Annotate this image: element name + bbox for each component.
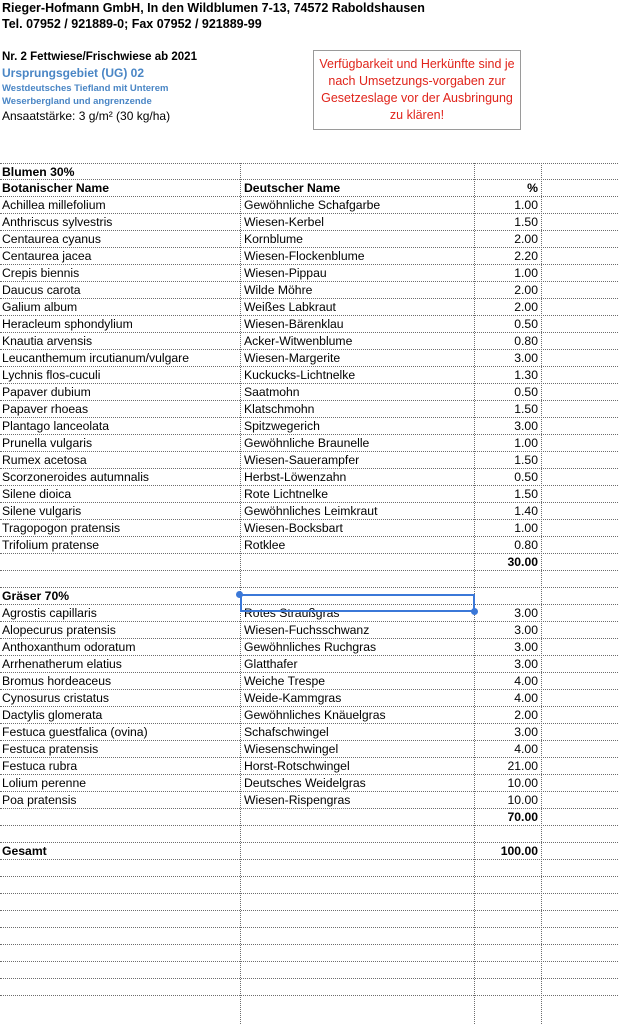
table-row[interactable] [0, 690, 618, 707]
table-row[interactable] [0, 435, 618, 452]
german-name: Rote Lichtnelke [244, 487, 329, 501]
table-row[interactable] [0, 316, 618, 333]
german-name: Gewöhnliche Braunelle [244, 436, 370, 450]
percent-value: 3.00 [514, 606, 538, 620]
german-name: Wiesen-Fuchsschwanz [244, 623, 370, 637]
table-header-row[interactable] [0, 180, 618, 197]
table-row[interactable] [0, 656, 618, 673]
botanical-name: Festuca pratensis [2, 742, 99, 756]
percent-value: 3.00 [514, 657, 538, 671]
percent-value: 3.00 [514, 640, 538, 654]
percent-value: 0.80 [514, 538, 538, 552]
botanical-name: Poa pratensis [2, 793, 77, 807]
percent-value: 0.80 [514, 334, 538, 348]
botanical-name: Plantago lanceolata [2, 419, 110, 433]
table-row[interactable] [0, 248, 618, 265]
percent-value: 10.00 [507, 793, 538, 807]
percent-value: 0.50 [514, 470, 538, 484]
percent-value: 1.50 [514, 487, 538, 501]
table-row[interactable] [0, 486, 618, 503]
botanical-name: Anthoxanthum odoratum [2, 640, 136, 654]
botanical-name: Tragopogon pratensis [2, 521, 121, 535]
percent-value: 4.00 [514, 674, 538, 688]
percent-value: 1.00 [514, 198, 538, 212]
botanical-name: Lolium perenne [2, 776, 87, 790]
empty-row[interactable] [0, 928, 618, 945]
botanical-name: Silene dioica [2, 487, 72, 501]
german-name: Wiesen-Flockenblume [244, 249, 365, 263]
german-name: Kornblume [244, 232, 303, 246]
german-name: Wiesen-Bocksbart [244, 521, 343, 535]
botanical-name: Lychnis flos-cuculi [2, 368, 101, 382]
subtotal-row-grasses[interactable] [0, 809, 618, 826]
botanical-name: Centaurea jacea [2, 249, 92, 263]
table-row[interactable] [0, 384, 618, 401]
botanical-name: Daucus carota [2, 283, 81, 297]
percent-value: 1.50 [514, 453, 538, 467]
table-row[interactable] [0, 673, 618, 690]
header-botanical-name: Botanischer Name [2, 181, 110, 195]
table-row[interactable] [0, 265, 618, 282]
origin-region-line-2: Weserbergland und angrenzende [2, 96, 152, 107]
company-address: Rieger-Hofmann GmbH, In den Wildblumen 7-13, 74572 Raboldshausen [2, 1, 425, 15]
table-row[interactable] [0, 197, 618, 214]
percent-value: 0.50 [514, 317, 538, 331]
section-title-grasses: Gräser 70% [2, 589, 70, 603]
german-name: Herbst-Löwenzahn [244, 470, 347, 484]
botanical-name: Papaver dubium [2, 385, 91, 399]
botanical-name: Crepis biennis [2, 266, 80, 280]
german-name: Weiche Trespe [244, 674, 326, 688]
species-table[interactable] [0, 163, 618, 996]
botanical-name: Arrhenatherum elatius [2, 657, 122, 671]
table-row[interactable] [0, 401, 618, 418]
percent-value: 3.00 [514, 351, 538, 365]
table-row[interactable] [0, 775, 618, 792]
german-name: Rotklee [244, 538, 286, 552]
grand-total-row[interactable] [0, 843, 618, 860]
percent-value: 1.50 [514, 402, 538, 416]
percent-value: 1.50 [514, 215, 538, 229]
table-row[interactable] [0, 350, 618, 367]
table-row[interactable] [0, 758, 618, 775]
botanical-name: Anthriscus sylvestris [2, 215, 113, 229]
percent-value: 10.00 [507, 776, 538, 790]
empty-row[interactable] [0, 945, 618, 962]
section-row-flowers[interactable] [0, 163, 618, 180]
percent-value: 3.00 [514, 725, 538, 739]
percent-value: 2.20 [514, 249, 538, 263]
german-name: Gewöhnliches Leimkraut [244, 504, 378, 518]
botanical-name: Silene vulgaris [2, 504, 82, 518]
botanical-name: Rumex acetosa [2, 453, 87, 467]
botanical-name: Dactylis glomerata [2, 708, 103, 722]
table-row[interactable] [0, 724, 618, 741]
german-name: Rotes Straußgras [244, 606, 340, 620]
empty-row[interactable] [0, 877, 618, 894]
subtotal-grasses: 70.00 [507, 810, 538, 824]
availability-note: Verfügbarkeit und Herkünfte sind je nach Umsetzungs-vorgaben zur Gesetzeslage vor der Ausbringung zu klären! [313, 50, 521, 130]
percent-value: 1.30 [514, 368, 538, 382]
grand-total-label: Gesamt [2, 844, 47, 858]
german-name: Wiesen-Sauerampfer [244, 453, 360, 467]
table-row[interactable] [0, 418, 618, 435]
origin-area: Ursprungsgebiet (UG) 02 [2, 66, 145, 80]
table-row[interactable] [0, 503, 618, 520]
table-row[interactable] [0, 367, 618, 384]
company-header [2, 0, 425, 32]
botanical-name: Achillea millefolium [2, 198, 106, 212]
table-row[interactable] [0, 299, 618, 316]
botanical-name: Festuca guestfalica (ovina) [2, 725, 148, 739]
german-name: Kuckucks-Lichtnelke [244, 368, 356, 382]
selected-cell[interactable] [240, 594, 475, 612]
table-row[interactable] [0, 452, 618, 469]
grand-total-value: 100.00 [500, 844, 538, 858]
german-name: Wiesen-Rispengras [244, 793, 351, 807]
subtotal-flowers: 30.00 [507, 555, 538, 569]
botanical-name: Cynosurus cristatus [2, 691, 110, 705]
mixture-info [2, 50, 302, 125]
botanical-name: Papaver rhoeas [2, 402, 89, 416]
german-name: Glatthafer [244, 657, 298, 671]
german-name: Wiesen-Margerite [244, 351, 341, 365]
german-name: Saatmohn [244, 385, 300, 399]
table-row[interactable] [0, 469, 618, 486]
german-name: Wiesenschwingel [244, 742, 339, 756]
german-name: Wiesen-Bärenklau [244, 317, 344, 331]
percent-value: 1.00 [514, 436, 538, 450]
column-divider-3 [541, 163, 542, 1024]
german-name: Wilde Möhre [244, 283, 313, 297]
table-row[interactable] [0, 282, 618, 299]
german-name: Acker-Witwenblume [244, 334, 353, 348]
empty-row[interactable] [0, 894, 618, 911]
percent-value: 21.00 [507, 759, 538, 773]
percent-value: 1.40 [514, 504, 538, 518]
botanical-name: Knautia arvensis [2, 334, 93, 348]
german-name: Gewöhnliches Knäuelgras [244, 708, 386, 722]
percent-value: 1.00 [514, 266, 538, 280]
percent-value: 2.00 [514, 232, 538, 246]
table-row[interactable] [0, 537, 618, 554]
percent-value: 4.00 [514, 691, 538, 705]
botanical-name: Bromus hordeaceus [2, 674, 112, 688]
mixture-title: Nr. 2 Fettwiese/Frischwiese ab 2021 [2, 51, 197, 63]
percent-value: 2.00 [514, 283, 538, 297]
german-name: Weißes Labkraut [244, 300, 336, 314]
percent-value: 3.00 [514, 419, 538, 433]
selection-handle-bottom-right[interactable] [471, 608, 478, 615]
botanical-name: Festuca rubra [2, 759, 78, 773]
table-row[interactable] [0, 333, 618, 350]
botanical-name: Heracleum sphondylium [2, 317, 133, 331]
selection-handle-top-left[interactable] [236, 591, 243, 598]
percent-value: 3.00 [514, 623, 538, 637]
botanical-name: Prunella vulgaris [2, 436, 93, 450]
percent-value: 1.00 [514, 521, 538, 535]
table-row[interactable] [0, 622, 618, 639]
german-name: Schafschwingel [244, 725, 329, 739]
botanical-name: Alopecurus pratensis [2, 623, 116, 637]
german-name: Weide-Kammgras [244, 691, 342, 705]
table-row[interactable] [0, 520, 618, 537]
empty-row[interactable] [0, 860, 618, 877]
percent-value: 0.50 [514, 385, 538, 399]
botanical-name: Galium album [2, 300, 78, 314]
botanical-name: Agrostis capillaris [2, 606, 97, 620]
subtotal-row-flowers[interactable] [0, 554, 618, 571]
table-row[interactable] [0, 741, 618, 758]
table-row[interactable] [0, 792, 618, 809]
table-row[interactable] [0, 214, 618, 231]
sowing-rate: Ansaatstärke: 3 g/m² (30 kg/ha) [2, 109, 171, 123]
german-name: Gewöhnliche Schafgarbe [244, 198, 381, 212]
empty-row[interactable] [0, 911, 618, 928]
german-name: Deutsches Weidelgras [244, 776, 366, 790]
header-german-name: Deutscher Name [244, 181, 341, 195]
german-name: Spitzwegerich [244, 419, 320, 433]
company-phone: Tel. 07952 / 921889-0; Fax 07952 / 921889-99 [2, 17, 262, 31]
botanical-name: Leucanthemum ircutianum/vulgare [2, 351, 189, 365]
botanical-name: Centaurea cyanus [2, 232, 101, 246]
origin-region-line-1: Westdeutsches Tiefland mit Unterem [2, 83, 169, 94]
empty-row[interactable] [0, 979, 618, 996]
botanical-name: Scorzoneroides autumnalis [2, 470, 150, 484]
empty-row[interactable] [0, 962, 618, 979]
empty-row[interactable] [0, 826, 618, 843]
german-name: Klatschmohn [244, 402, 315, 416]
german-name: Wiesen-Kerbel [244, 215, 324, 229]
table-row[interactable] [0, 639, 618, 656]
table-row[interactable] [0, 231, 618, 248]
percent-value: 2.00 [514, 708, 538, 722]
empty-row[interactable] [0, 571, 618, 588]
percent-value: 4.00 [514, 742, 538, 756]
german-name: Wiesen-Pippau [244, 266, 327, 280]
percent-value: 2.00 [514, 300, 538, 314]
botanical-name: Trifolium pratense [2, 538, 100, 552]
header-percent: % [527, 181, 538, 195]
german-name: Horst-Rotschwingel [244, 759, 350, 773]
section-title-flowers: Blumen 30% [2, 165, 75, 179]
german-name: Gewöhnliches Ruchgras [244, 640, 377, 654]
table-row[interactable] [0, 707, 618, 724]
